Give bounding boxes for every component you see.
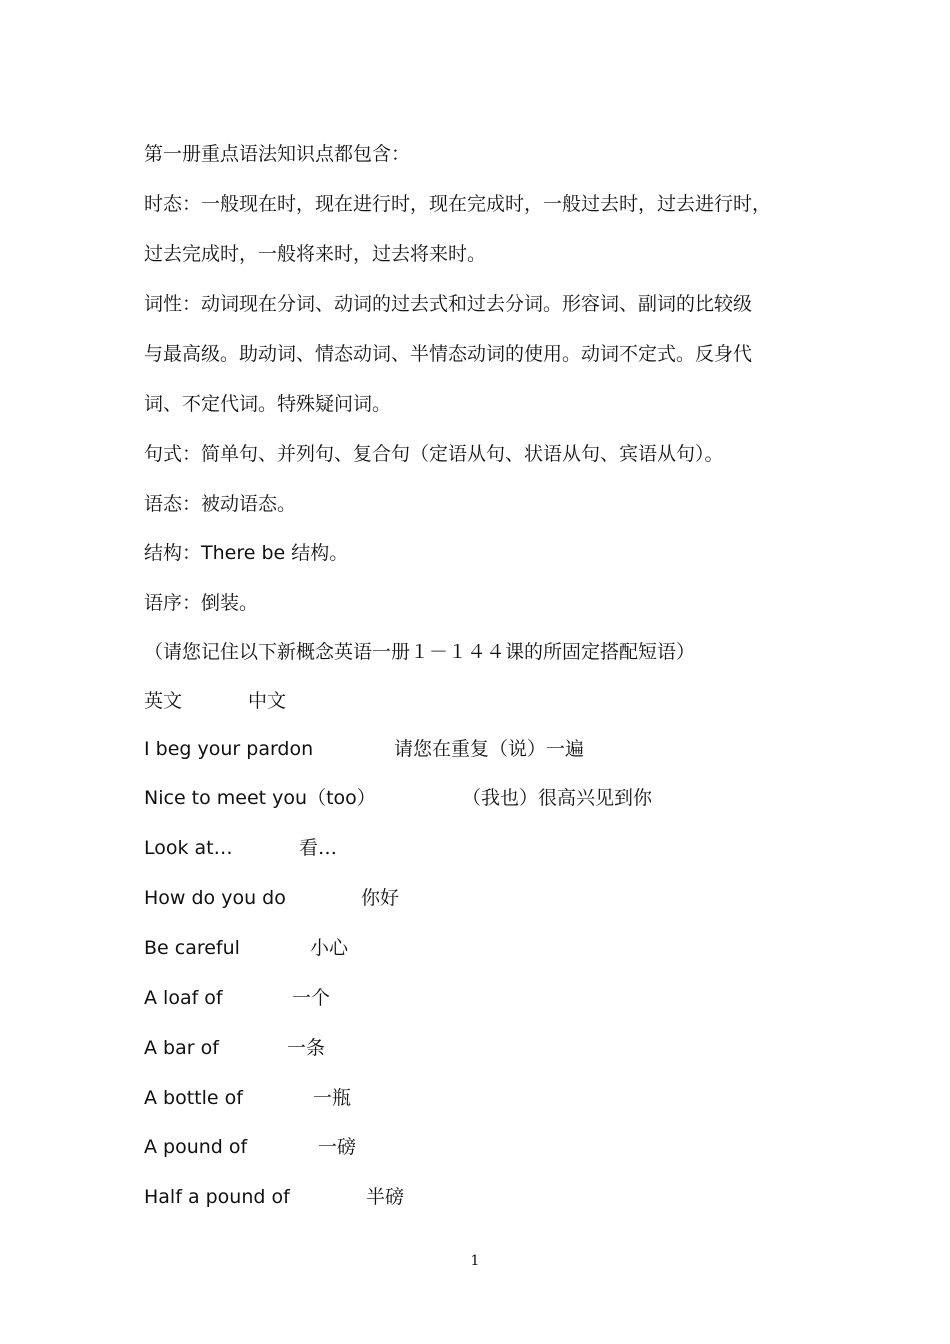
header-chinese: 中文 [248,690,287,712]
phrase-chinese: 一瓶 [313,1087,352,1109]
phrase-english: A bottle of [144,1087,243,1109]
phrase-row [144,836,338,860]
phrase-row [144,1086,352,1110]
phrase-row [144,1135,357,1159]
tense-line-2: 过去完成时，一般将来时，过去将来时。 [144,243,487,265]
phrase-row [144,986,331,1010]
structure-english: There be [201,542,286,564]
phrase-row [144,936,349,960]
phrase-row [144,737,585,761]
phrase-chinese: 一磅 [318,1136,357,1158]
table-header [144,689,287,713]
structure-line [144,541,348,565]
phrase-english: A pound of [144,1136,248,1158]
phrase-english: A loaf of [144,987,223,1009]
phrase-chinese: 一条 [287,1037,326,1059]
phrase-note: （请您记住以下新概念英语一册１－１４４课的所固定搭配短语） [144,641,696,663]
phrase-row [144,1036,326,1060]
phrase-english: Half a pound of [144,1186,290,1208]
parts-of-speech-line-2: 与最高级。助动词、情态动词、半情态动词的使用。动词不定式。反身代 [144,343,753,365]
phrase-english: I beg your pardon [144,738,314,760]
phrase-english: Nice to meet you（too） [144,787,376,809]
phrase-english: Be careful [144,937,240,959]
parts-of-speech-line-1: 词性：动词现在分词、动词的过去式和过去分词。形容词、副词的比较级 [144,293,753,315]
sentence-types-line: 句式：简单句、并列句、复合句（定语从句、状语从句、宾语从句）。 [144,443,724,465]
page-number: 1 [470,1253,480,1269]
structure-prefix: 结构： [144,542,202,564]
phrase-english: Look at… [144,837,233,859]
phrase-row [144,886,400,910]
tense-line-1: 时态：一般现在时，现在进行时，现在完成时，一般过去时，过去进行时， [144,193,772,215]
header-english: 英文 [144,690,183,712]
phrase-english: How do you do [144,887,286,909]
voice-line: 语态：被动语态。 [144,493,297,515]
word-order-line: 语序：倒装。 [144,592,259,614]
phrase-chinese: 看… [299,837,338,859]
phrase-chinese: 一个 [292,987,331,1009]
phrase-chinese: 半磅 [366,1186,405,1208]
phrase-chinese: 你好 [361,887,400,909]
phrase-row [144,1185,405,1209]
parts-of-speech-line-3: 词、不定代词。特殊疑问词。 [144,393,392,415]
structure-suffix: 结构。 [285,542,349,564]
phrase-english: A bar of [144,1037,219,1059]
grammar-title: 第一册重点语法知识点都包含： [144,143,411,165]
phrase-row [144,786,653,810]
phrase-chinese: （我也）很高兴见到你 [462,787,653,809]
phrase-chinese: 请您在重复（说）一遍 [394,738,585,760]
phrase-chinese: 小心 [310,937,349,959]
